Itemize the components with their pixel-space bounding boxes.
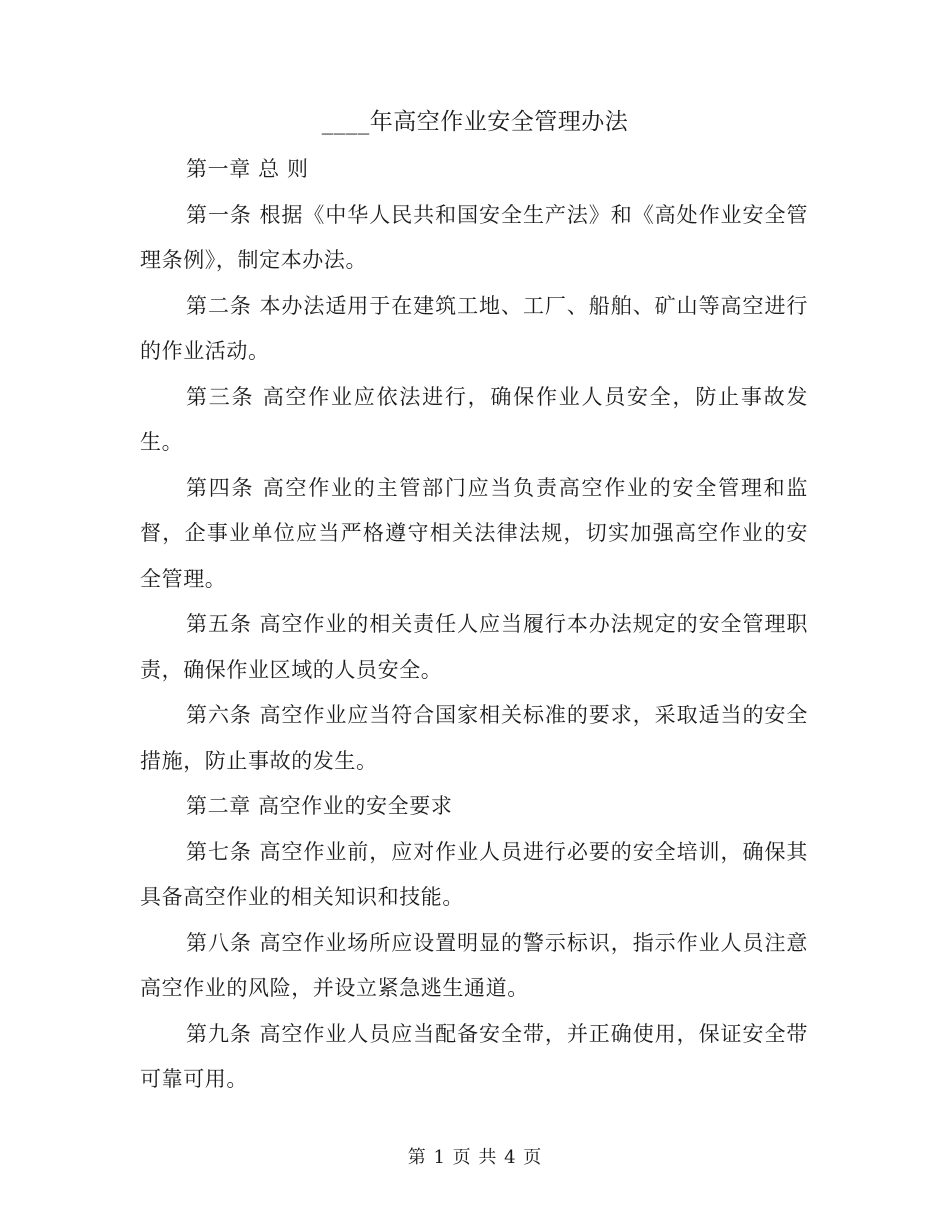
- article-1: 第一条 根据《中华人民共和国安全生产法》和《高处作业安全管理条例》，制定本办法。: [140, 202, 808, 272]
- article-8: 第八条 高空作业场所应设置明显的警示标识，指示作业人员注意高空作业的风险，并设立紧急逃生通道。: [140, 930, 808, 1000]
- article-5: 第五条 高空作业的相关责任人应当履行本办法规定的安全管理职责，确保作业区域的人员安全。: [140, 612, 808, 682]
- article-2: 第二条 本办法适用于在建筑工地、工厂、船舶、矿山等高空进行的作业活动。: [140, 293, 808, 363]
- chapter-1-heading: 第一章 总 则: [186, 157, 309, 181]
- document-title: ____年高空作业安全管理办法: [321, 109, 629, 135]
- article-3: 第三条 高空作业应依法进行，确保作业人员安全，防止事故发生。: [140, 384, 808, 454]
- article-6: 第六条 高空作业应当符合国家相关标准的要求，采取适当的安全措施，防止事故的发生。: [140, 703, 808, 773]
- article-4: 第四条 高空作业的主管部门应当负责高空作业的安全管理和监督，企事业单位应当严格遵守相关法律法规，切实加强高空作业的安全管理。: [140, 475, 808, 591]
- article-9: 第九条 高空作业人员应当配备安全带，并正确使用，保证安全带可靠可用。: [140, 1021, 808, 1091]
- document-body: [140, 147, 808, 1103]
- chapter-2-heading: 第二章 高空作业的安全要求: [186, 794, 453, 818]
- article-7: 第七条 高空作业前，应对作业人员进行必要的安全培训，确保其具备高空作业的相关知识和技能。: [140, 839, 808, 909]
- page-footer: 第 1 页 共 4 页: [407, 1147, 543, 1168]
